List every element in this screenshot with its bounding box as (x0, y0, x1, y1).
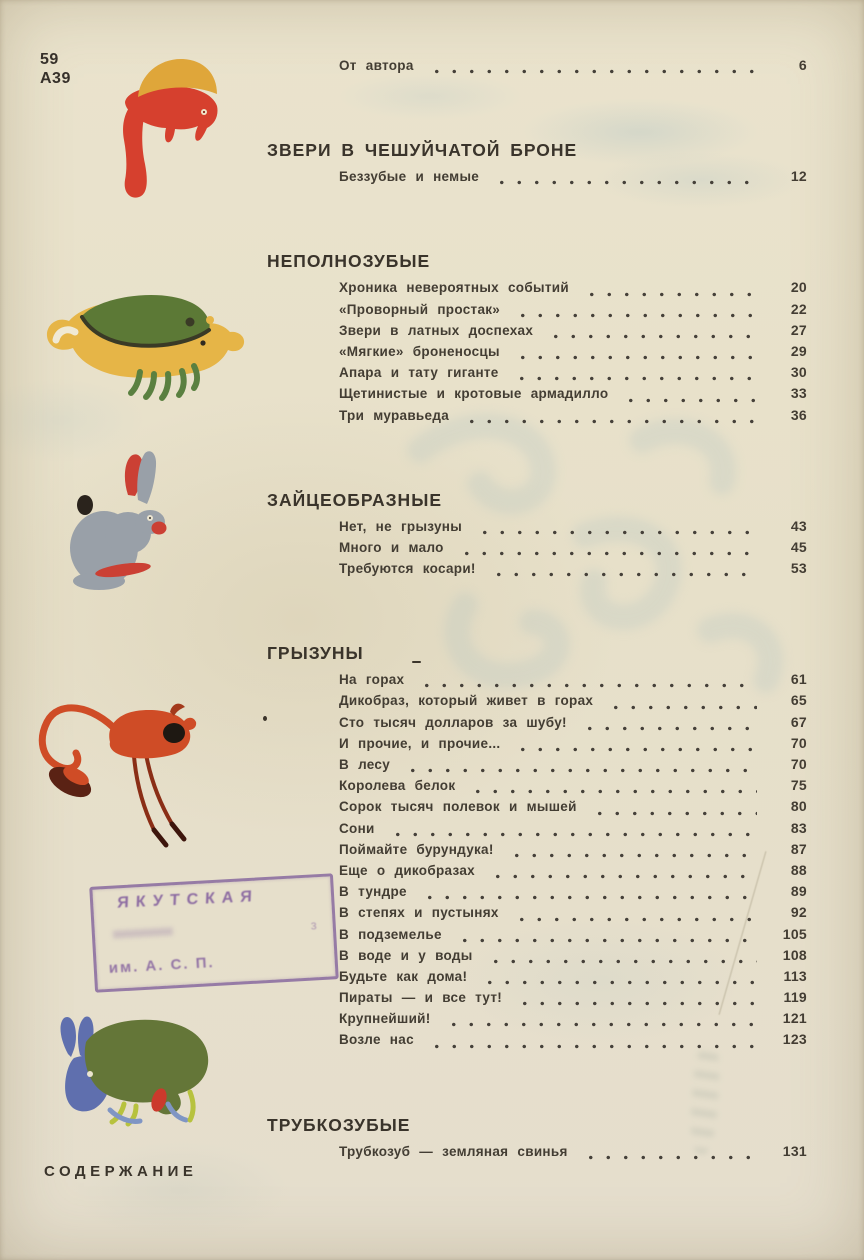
toc-entry-label: Много и мало (339, 539, 444, 555)
toc-entry-label: От автора (339, 58, 414, 73)
dot-leader (510, 1001, 757, 1006)
toc-entry-page: 75 (790, 777, 807, 794)
toc-entry-label: Трубкозуб — земляная свинья (339, 1143, 568, 1159)
toc-entry (339, 57, 807, 78)
toc-entry (339, 1031, 807, 1052)
dot-leader (585, 811, 757, 816)
toc-entry (339, 756, 807, 777)
toc-entry (339, 862, 807, 883)
toc-entry-label: Звери в латных доспехах (339, 322, 534, 338)
toc-entry-page: 121 (782, 1010, 807, 1027)
toc-entry-page: 12 (790, 168, 807, 185)
dot-leader (383, 832, 757, 837)
toc-entry-label: «Мягкие» броненосцы (339, 343, 500, 359)
toc-entry-label: В тундре (339, 884, 407, 900)
toc-entry-page: 36 (790, 406, 807, 423)
toc-entry-page: 33 (790, 385, 807, 402)
toc-entry-label: И прочие, и прочие... (339, 735, 501, 751)
toc-entry-page: 61 (790, 671, 807, 688)
toc-entry-page: 20 (790, 279, 807, 296)
dot-leader (450, 938, 757, 943)
toc-entry-label: Еще о дикобразах (339, 862, 475, 878)
toc-entry (339, 168, 807, 189)
toc-entry-label: Крупнейший! (339, 1011, 431, 1027)
dot-leader (502, 853, 757, 858)
toc-entry-page: 123 (782, 1031, 807, 1048)
toc-entry (339, 301, 807, 322)
dot-leader (601, 705, 757, 710)
toc-entry (339, 798, 807, 819)
toc-entry-page: 119 (783, 989, 807, 1006)
toc-entry (339, 692, 807, 713)
toc-entry (339, 322, 807, 343)
dot-leader (575, 726, 757, 731)
toc-entry-label: Дикобраз, который живет в горах (339, 693, 594, 709)
dot-leader (508, 313, 757, 318)
toc-entry-label: Сорок тысяч полевок и мышей (339, 799, 577, 815)
toc-entry (339, 989, 807, 1010)
toc-entry-page: 70 (790, 756, 807, 772)
toc-entry-page: 53 (790, 560, 807, 577)
jerboa-illustration (30, 690, 260, 850)
toc-entry-page: 67 (790, 713, 807, 730)
toc-entry-page: 89 (790, 883, 807, 900)
toc-entry-label: На горах (339, 672, 405, 688)
dot-leader (457, 419, 757, 424)
bowing-rabbit-illustration (38, 1012, 233, 1130)
toc-entry (339, 841, 807, 862)
page-footer-title: СОДЕРЖАНИЕ (44, 1163, 198, 1180)
toc-entry-page: 22 (790, 300, 807, 317)
toc-entry-page: 43 (790, 517, 807, 534)
toc-entry-label: В степях и пустынях (339, 905, 499, 921)
toc-entry (339, 904, 807, 925)
toc-entry-label: Будьте как дома! (339, 968, 468, 984)
toc-entry (339, 777, 807, 798)
toc-entry (339, 1143, 807, 1164)
dot-leader (398, 768, 757, 773)
toc-section-entries (267, 518, 807, 582)
toc-section-title: ТРУБКОЗУБЫЕ (267, 1114, 411, 1135)
dot-leader (470, 530, 757, 535)
toc-entry-page: 87 (790, 840, 807, 857)
toc-entry-page: 83 (790, 819, 807, 836)
toc-entry-label: Пираты — и все тут! (339, 990, 503, 1006)
toc-entry-label: Поймайте бурундука! (339, 841, 494, 857)
stamp-smudge (113, 927, 173, 938)
toc-entry (339, 539, 807, 560)
dot-leader (452, 551, 757, 556)
stamp-fragment: з (310, 917, 318, 933)
toc-entry (339, 364, 807, 385)
dot-leader (508, 355, 757, 360)
toc-section-entries (267, 279, 807, 427)
dot-leader (439, 1022, 757, 1027)
toc-entry-label: Три муравьеда (339, 407, 450, 423)
dot-leader (487, 180, 757, 185)
toc-section-entries (267, 168, 807, 189)
dot-leader (508, 747, 757, 752)
dot-leader (507, 917, 757, 922)
toc-entry (339, 926, 807, 947)
toc-entry-page: 88 (790, 861, 807, 878)
toc-entry-label: Сто тысяч долларов за шубу! (339, 714, 567, 730)
toc-entry (339, 968, 807, 989)
table-of-contents (267, 57, 807, 1164)
toc-entry-label: Возле нас (339, 1032, 414, 1048)
toc-entry-label: Королева белок (339, 778, 456, 794)
toc-entry-page: 108 (782, 946, 807, 963)
toc-entry (339, 820, 807, 841)
toc-entry-page: 27 (790, 321, 807, 338)
toc-entry-page: 131 (782, 1142, 807, 1159)
toc-entry (339, 343, 807, 364)
toc-section-title: ЗАЙЦЕОБРАЗНЫЕ (267, 489, 443, 510)
toc-section-entries (267, 671, 807, 1052)
toc-front-matter (267, 57, 807, 78)
dot-leader (616, 398, 757, 403)
toc-entry-page: 92 (790, 904, 807, 921)
dot-leader (576, 1155, 757, 1160)
dot-leader (463, 789, 757, 794)
toc-section-title: ЗВЕРИ В ЧЕШУЙЧАТОЙ БРОНЕ (267, 140, 578, 161)
toc-entry-page: 80 (790, 798, 807, 815)
stamp-top-line: ЯКУТСКАЯ (116, 888, 260, 912)
toc-entry-page: 30 (790, 364, 807, 381)
toc-entry (339, 735, 807, 756)
toc-entry-page: 113 (783, 967, 807, 984)
toc-entry-label: В подземелье (339, 926, 442, 942)
toc-entry-label: Хроника невероятных событий (339, 280, 569, 296)
toc-entry (339, 407, 807, 428)
toc-section-title: ГРЫЗУНЫ (267, 643, 364, 664)
toc-entry (339, 560, 807, 581)
toc-entry (339, 671, 807, 692)
dot-leader (415, 895, 757, 900)
dot-leader (541, 334, 757, 339)
toc-entry-label: В воде и у воды (339, 947, 473, 963)
stamp-bottom-line: им. А. С. П. (108, 954, 216, 977)
anteater-illustration (42, 276, 257, 411)
library-code (40, 50, 71, 88)
toc-entry-page: 45 (790, 538, 807, 555)
toc-entry-label: Щетинистые и кротовые армадилло (339, 386, 609, 402)
hare-illustration (66, 448, 181, 595)
dot-leader (507, 376, 757, 381)
dot-leader (577, 292, 757, 297)
toc-entry (339, 518, 807, 539)
dot-leader (484, 572, 757, 577)
toc-entry-label: Апара и тату гиганте (339, 365, 499, 381)
toc-entry-page: 6 (798, 57, 807, 73)
dot-leader (481, 959, 757, 964)
toc-entry-label: Беззубые и немые (339, 169, 480, 185)
toc-entry-label: В лесу (339, 757, 391, 772)
toc-section-entries (267, 1143, 807, 1164)
dot-leader (412, 683, 757, 688)
library-code-top: 59 (40, 51, 59, 68)
toc-entry-page: 29 (790, 342, 807, 359)
toc-entry (339, 1010, 807, 1031)
toc-entry-label: Требуются косари! (339, 561, 476, 577)
dot-leader (422, 69, 757, 74)
dot-leader (483, 874, 757, 879)
toc-entry-page: 105 (782, 925, 807, 942)
toc-entry-label: Сони (339, 820, 375, 836)
toc-entry-page: 70 (790, 734, 807, 751)
library-code-bottom: А39 (40, 70, 71, 87)
toc-entry (339, 279, 807, 300)
toc-entry-label: «Проворный простак» (339, 301, 501, 317)
dot-leader (422, 1044, 757, 1049)
toc-entry (339, 714, 807, 735)
toc-entry-label: Нет, не грызуны (339, 518, 463, 534)
toc-entry (339, 385, 807, 406)
toc-section-title: НЕПОЛНОЗУБЫЕ (267, 251, 431, 272)
toc-entry (339, 883, 807, 904)
toc-entry-page: 65 (790, 692, 807, 709)
pangolin-illustration (105, 52, 235, 202)
toc-entry (339, 947, 807, 968)
dot-leader (475, 980, 757, 985)
